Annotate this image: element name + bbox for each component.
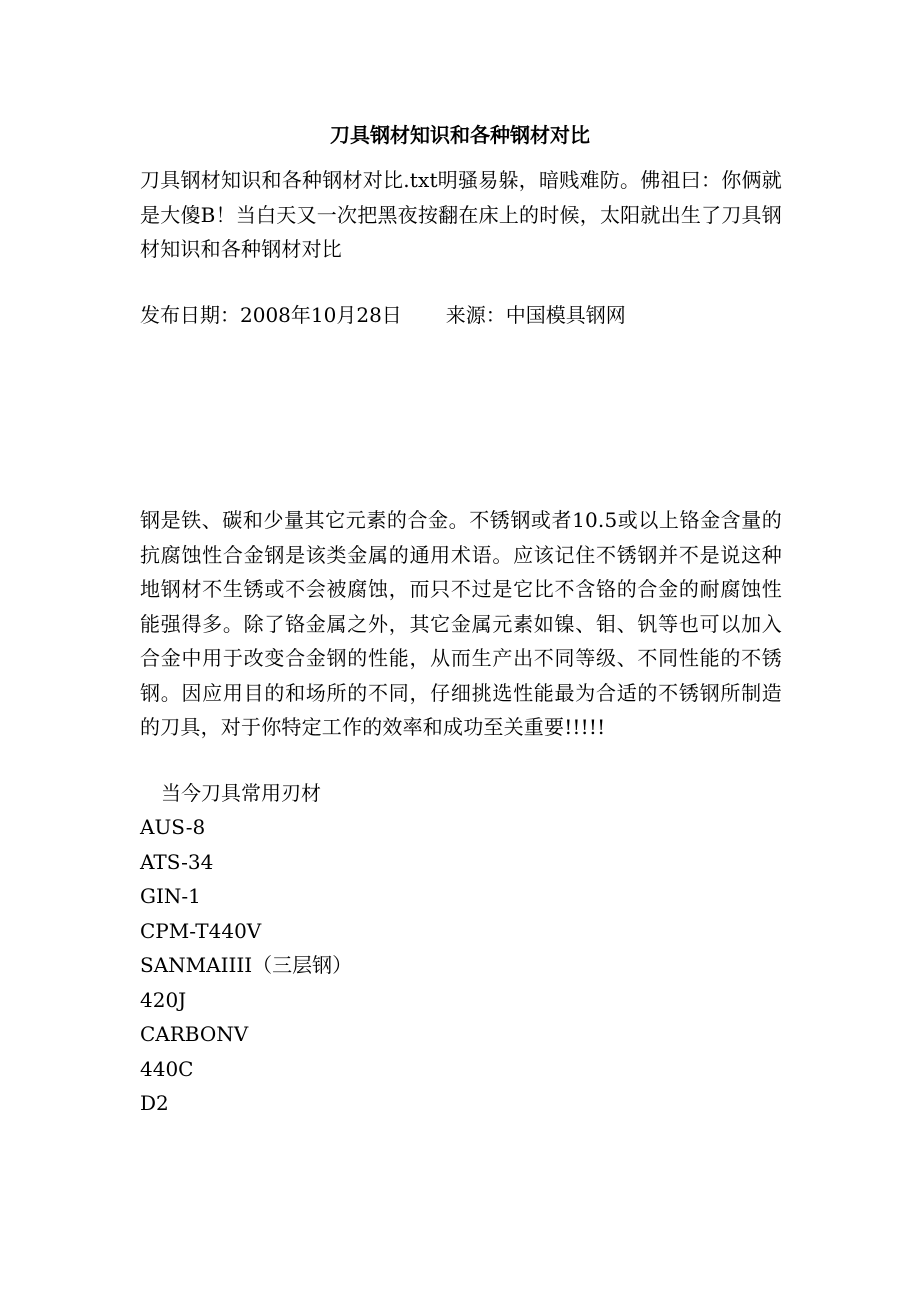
- list-item: CARBONV: [140, 1022, 249, 1046]
- materials-list: [140, 810, 352, 1121]
- list-heading: 当今刀具常用刃材: [161, 781, 321, 805]
- list-item: GIN-1: [140, 884, 201, 908]
- list-item: AUS-8: [140, 815, 206, 839]
- publication-meta: [140, 298, 782, 332]
- list-item: D2: [140, 1091, 169, 1115]
- list-item: 420J: [140, 987, 187, 1012]
- list-item: 440C: [140, 1056, 194, 1081]
- source-label: 来源：中国模具钢网: [445, 303, 626, 327]
- publish-date: 发布日期：2008年10月28日: [140, 303, 402, 327]
- body-paragraph: 钢是铁、碳和少量其它元素的合金。不锈钢或者10.5或以上铬金含量的抗腐蚀性合金钢是该类金属的通用术语。应该记住不锈钢并不是说这种地钢材不生锈或不会被腐蚀，而只不过是它比不含铬的合金的耐腐蚀性能强得多。除了铬金属之外，其它金属元素如镍、钼、钒等也可以加入合金中用于改变合金钢的性能，从而生产出不同等级、不同性能的不锈钢。因应用目的和场所的不同，仔细挑选性能最为合适的不锈钢所制造的刀具，对于你特定工作的效率和成功至关重要!!!!!: [140, 508, 782, 739]
- list-item: ATS-34: [140, 849, 214, 874]
- document-title: 刀具钢材知识和各种钢材对比: [330, 123, 590, 147]
- list-item: CPM-T440V: [140, 918, 262, 943]
- intro-paragraph: 刀具钢材知识和各种钢材对比.txt明骚易躲，暗贱难防。佛祖曰：你俩就是大傻B！当白天又一次把黑夜按翻在床上的时候，太阳就出生了刀具钢材知识和各种钢材对比: [140, 168, 782, 261]
- list-item: SANMAIIII（三层钢）: [140, 953, 353, 977]
